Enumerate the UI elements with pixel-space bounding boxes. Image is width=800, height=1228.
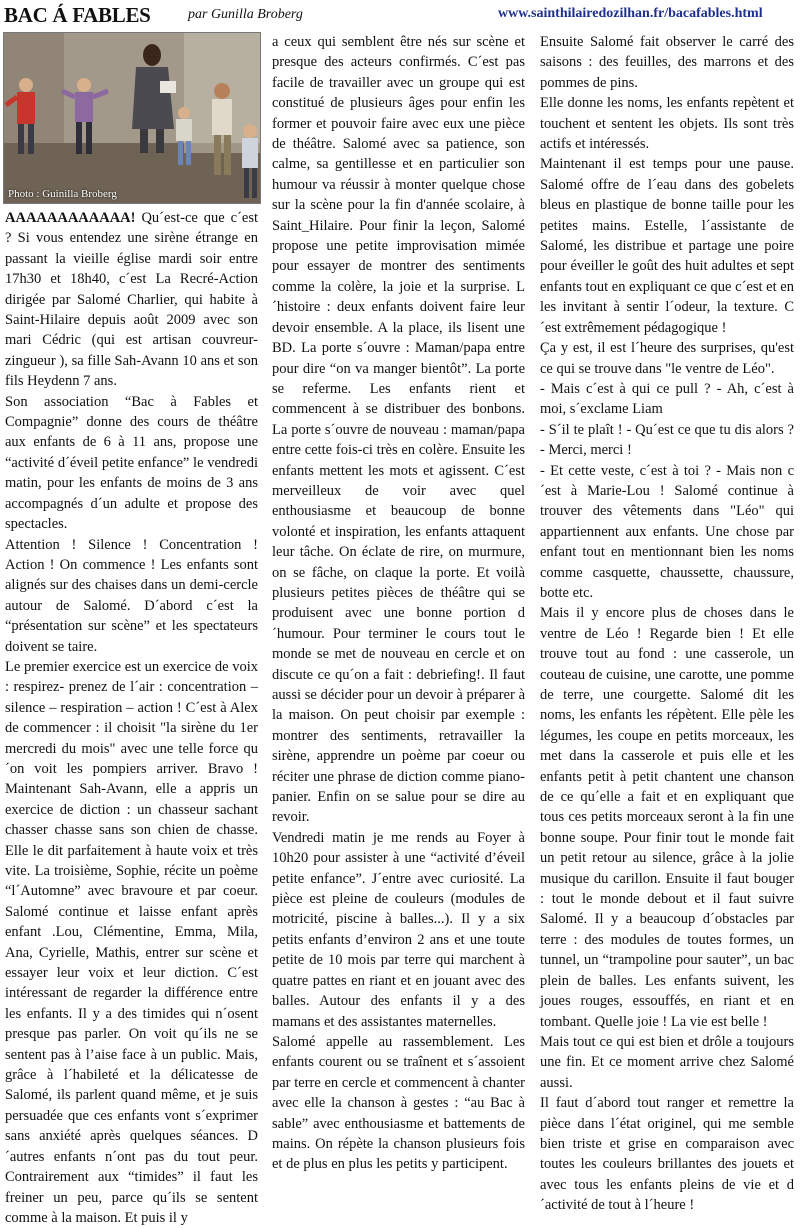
paragraph: - Mais c´est à qui ce pull ? - Ah, c´est à moi, s´exclame Liam	[540, 380, 794, 418]
paragraph: a ceux qui semblent être nés sur scène et presque des acteurs confirmés. C´est pas facile de travailler avec un groupe qui est constitué de plusieurs âges pour enfin les former et pouvoir faire avec eux une pièce de théâtre. Salomé avec sa patience, son calme, sa gentillesse et en particulier son humour va réussir à monter quelque chose sur la scène pour la fin d'année scolaire, à Saint_Hilaire. Pour finir la leçon, Salomé propose une petite improvisation mimée pour essayer de montrer des sentiments comme la colère, la joie et la surprise. L´histoire : deux enfants doivent faire leur devoir ensemble. A la place, ils lisent une BD. La porte s´ouvre : Maman/papa entre pour dire “on va manger bientôt”. La porte se referme. Les enfants rient et commencent à se distribuer des bonbons. La porte s´ouvre de nouveau : maman/papa entre cette fois-ci très en colère. Ensuite les enfants mettent les mots et agissent. C´est merveilleux de voir avec quel enthousiasme et beaucoup de bonne volonté et inspiration, les enfants attaquent leur tâche. On éclate de rire, on murmure, on se fâche, on claque la porte. Et voilà plusieurs petites pièces de théâtre qui se produisent avec une bonne portion d´humour. Pour terminer le cours tout le monde se met de nouveau en cercle et on discute ce qu´on a fait : debriefing!. Il faut aussi se décider pour un devoir à préparer à la maison. On peut choisir par exemple : montrer des sentiments, retravailler la sirène, apprendre un poème par coeur ou réciter une phrase de diction comme piano-panier. Enfin on se salue pour se dire au revoir.	[272, 34, 525, 826]
text-column-3	[540, 32, 794, 1214]
paragraph: Ensuite Salomé fait observer le carré des saisons : des feuilles, des marrons et des pommes de pins.	[540, 34, 794, 91]
website-link[interactable]: www.sainthilairedozilhan.fr/bacafables.html	[498, 6, 763, 21]
paragraph: Vendredi matin je me rends au Foyer à 10h20 pour assister à une “activité d’éveil petite enfance”. J´entre avec curiosité. La pièce est pleine de couleurs (modules de motricité, piscine à balles...). Il y a six petits enfants d’environ 2 ans et une toute petite de 10 mois par terre qui marchent à quatre pattes en riant et en jouant avec des balles. Autour des enfants il y a des mamans et des assistantes maternelles.	[272, 829, 525, 1030]
paragraph: Mais tout ce qui est bien et drôle a toujours une fin. Et ce moment arrive chez Salomé aussi.	[540, 1033, 794, 1091]
article-header	[0, 0, 800, 34]
photo-credit: Photo : Guinilla Broberg	[8, 188, 117, 200]
paragraph: Son association “Bac à Fables et Compagnie” donne des cours de théâtre aux enfants de 6 à 11 ans, propose une “activité d´éveil petite enfance” le vendredi matin, pour les enfants de moins de 3 ans accompagnés d´un adulte et propose des spectacles.	[5, 393, 258, 533]
paragraph: Salomé appelle au rassemblement. Les enfants courent ou se traînent et s´assoient par terre en cercle et commencent à chanter avec elle la chanson à gestes : “au Bac à sable” avec enthousiasme et battements de mains. On répète la chanson plusieurs fois et de plus en plus les petits y participent.	[272, 1033, 525, 1173]
text-column-1	[5, 208, 259, 1226]
paragraph: Ça y est, il est l´heure des surprises, qu'est ce qui se trouve dans "le ventre de Léo".	[540, 340, 794, 377]
article-author: par Gunilla Broberg	[188, 7, 303, 22]
paragraph	[5, 208, 258, 392]
paragraph: Maintenant il est temps pour une pause. Salomé offre de l´eau dans des gobelets bleus en plastique de bonne taille pour les petites mains. Estelle, l´assistante de Salomé, les distribue et partage une poire pour éveiller le goût des huit adultes et sept enfants tout en expliquant ce que c´est et en les invitant à sentir l´odeur, la texture. C´est extrêmement pédagogique !	[540, 156, 794, 336]
paragraph: Elle donne les noms, les enfants repètent et touchent et sentent les objets. Ils sont très actifs et intéressés.	[540, 95, 794, 153]
lead-exclamation: AAAAAAAAAAAA!	[5, 210, 136, 226]
paragraph: Le premier exercice est un exercice de voix : respirez- prenez de l´air : concentration – silence – respiration – action ! C´est à Alex de commencer : il choisit "la sirène du 1er mercredi du mois" avec une telle force qu´on voit les pompiers arriver. Bravo ! Maintenant Sah-Avann, elle a appris un exercice de diction : un chasseur sachant chasser chasse sans son chien de chasse. Elle le dit parfaitement à haute voix et très vite. La troisième, Sophie, récite un poème “l´Automne” avec bravoure et par coeur. Salomé continue et laisse enfant après enfant .Lou, Clémentine, Emma, Mila, Ana, Cyrielle, Mathis, entrer sur scène et essayer leur voix et leur diction. C´est intéressant de regarder la différence entre les enfants. Il y a des timides qui n´osent presque pas parler. On voit qu´ils ne se sentent pas à l’aise face à un public. Mais, grâce à l´habileté et la délicatesse de Salomé, ils parlent quand même, et je suis persuadée que ces enfants vont s´exprimer sans anxiété après quelques séances. D´autres enfants n´ont pas du tout peur. Contrairement aux “timides” il faut les freiner un peu, parce qu´ils se sentent comme à la maison. Et puis il y	[5, 658, 258, 1226]
paragraph: Mais il y encore plus de choses dans le ventre de Léo ! Regarde bien ! Et elle trouve tout au fond : une casserole, un couteau de cuisine, une carotte, une pomme de terre, une courgette. Salomé dit les noms, les enfants les répètent. Elle pèle les légumes, les coupe en petits morceaux, les met dans la casserole et puis elle et les enfants petit à petit chantent une chanson de ce qu´elle a fait et en expliquant que tous ces petits morceaux seront à la fin une bonne soupe. Pour finir tout le monde fait un petit retour au silence, grâce à la jolie musique du carillon. Ensuite il faut bouger : tout le monde debout et il faut suivre Salomé. Il y a beaucoup d´obstacles par terre : des modules de toutes formes, un tunnel, un “trampoline pour sauter”, un bac plein de balles. Les enfants suivent, les joues rouges, essouffés, en riant et en tombant. Quelle joie ! La vie est belle !	[540, 605, 794, 1030]
article-photo	[3, 32, 261, 204]
paragraph: Il faut d´abord tout ranger et remettre la pièce dans l´état originel, qui me semble bien triste et grise en comparaison avec toutes les couleurs brillantes des jouets et avec tous les enfants pleins de vie et d´activité de tout à l´heure !	[540, 1095, 794, 1214]
text-column-2	[272, 32, 525, 1173]
children-theatre-photo	[4, 33, 260, 203]
article-title: BAC Á FABLES	[4, 3, 151, 27]
paragraph-text: Qu´est-ce que c´est ? Si vous entendez une sirène étrange en passant la vieille église mardi soir entre 17h30 et 18h40, c´est La Recré-Action dirigée par Salomé Charlier, qui habite à Saint-Hilaire depuis août 2009 avec son mari Cédric (qui est artisan couvreur-zingueur ), sa fille Sah-Avann 10 ans et son fils Heydenn 7 ans.	[5, 210, 259, 390]
paragraph: - Et cette veste, c´est à toi ? - Mais non c´est à Marie-Lou ! Salomé continue à trouver des vêtements dans "Léo" qui appartiennent aux enfants. Une chose par enfant tout en mentionnant bien les noms comme casquette, chaussette, chaussure, botte etc.	[540, 462, 794, 601]
paragraph: Attention ! Silence ! Concentration ! Action ! On commence ! Les enfants sont alignés sur des chaises dans un demi-cercle autour de Salomé. D´abord c´est la “présentation sur scène” et les spectateurs doivent se taire.	[5, 536, 258, 655]
paragraph: - S´il te plaît ! - Qu´est ce que tu dis alors ? - Merci, merci !	[540, 421, 794, 459]
